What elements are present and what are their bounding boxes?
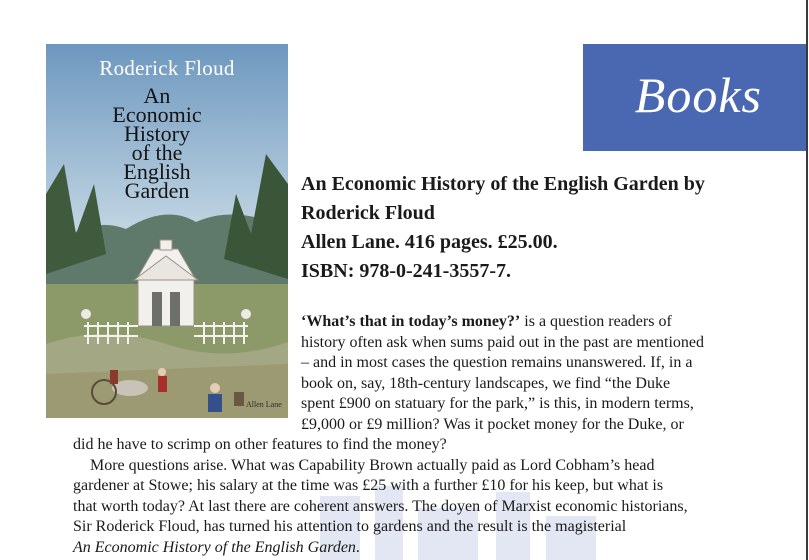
- cover-title: [46, 83, 268, 203]
- review-line: – and in most cases the question remains unanswered. If, in a: [301, 354, 693, 371]
- cover-title-line: Garden: [124, 178, 190, 203]
- book-info: [301, 170, 751, 286]
- cover-publisher: Allen Lane: [246, 400, 282, 409]
- book-cover: [46, 44, 288, 418]
- review-line: [301, 312, 672, 333]
- cover-title-line: English: [123, 159, 191, 184]
- review-line: £9,000 or £9 million? Was it pocket money for the Duke, or: [301, 415, 684, 433]
- book-title-line: Roderick Floud: [301, 202, 435, 224]
- section-label: Books: [634, 67, 762, 123]
- review-line-rest: is a question readers of: [520, 313, 672, 330]
- review-line-tail: .: [355, 538, 360, 556]
- review-line: [73, 538, 360, 559]
- review-line: More questions arise. What was Capability Brown actually paid as Lord Cobham’s head: [90, 456, 655, 474]
- book-publisher-line: Allen Lane. 416 pages. £25.00.: [301, 231, 558, 253]
- review-line: Sir Roderick Floud, has turned his attention to gardens and the result is the magisterial: [73, 518, 627, 535]
- cover-title-line: of the: [131, 140, 183, 165]
- review-book-title: An Economic History of the English Garden: [73, 538, 356, 556]
- cover-title-line: An: [143, 83, 171, 108]
- review-line: book on, say, 18th-century landscapes, we find “the Duke: [301, 374, 671, 392]
- review-lead: ‘What’s that in today’s money?’: [301, 313, 521, 330]
- review-line: spent £900 on statuary for the park,” is this, in modern terms,: [301, 395, 694, 412]
- cover-title-line: History: [124, 121, 190, 146]
- cover-title-line: Economic: [112, 102, 202, 127]
- cover-author: Roderick Floud: [99, 56, 235, 80]
- review-line: history often ask when sums paid out in the past are mentioned: [301, 333, 705, 351]
- review-line: did he have to scrimp on other features to find the money?: [73, 436, 447, 453]
- review-line: that worth today? At last there are coherent answers. The doyen of Marxist economic historians,: [73, 497, 688, 515]
- books-section-banner: [583, 44, 806, 151]
- page-edge-line: [806, 0, 808, 560]
- book-isbn-line: ISBN: 978-0-241-3557-7.: [301, 260, 511, 282]
- book-title-line: An Economic History of the English Garden by: [301, 173, 705, 195]
- review-line: gardener at Stowe; his salary at the time was £25 with a further £10 for his keep, but what is: [73, 477, 664, 494]
